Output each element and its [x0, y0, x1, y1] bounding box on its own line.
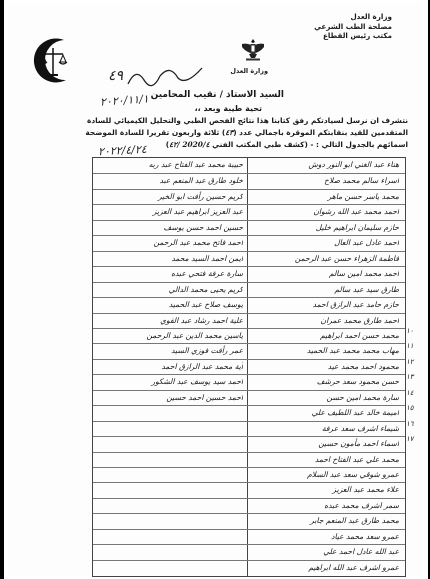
ministry-line-1: وزارة العدل — [350, 12, 392, 21]
margin-number: ١٠ — [406, 327, 414, 335]
signature-scribble-icon — [126, 62, 206, 90]
name-cell-left — [97, 530, 243, 543]
table-row — [93, 282, 405, 296]
handwritten-date-signed: ٢٠٢٢/٤/٢٤ — [97, 142, 148, 159]
handwritten-date-received: ٢٠٢٠/١١/١ — [99, 92, 150, 109]
margin-number: ١٧ — [406, 435, 414, 444]
table-row — [93, 467, 405, 481]
table-row — [93, 374, 405, 388]
table-row — [93, 220, 405, 234]
letter-body-line-1: نتشرف ان نرسل لسيادتكم رفق كتابنا هذا نتائج الفحص الطبي والتحليل الكيميائي للسادة — [87, 116, 408, 125]
ministry-line-2: مصلحة الطب الشرعي — [314, 21, 392, 31]
table-row — [93, 343, 405, 357]
table-row — [93, 204, 405, 218]
table-row — [93, 297, 405, 311]
letter-greeting: تحية طيبة وبعد ،، — [194, 104, 262, 113]
margin-number: ١٥ — [406, 404, 414, 413]
name-cell-right: محمد حسن احمد ابراهيم — [320, 330, 399, 340]
handwritten-reference-number: ٤٩ — [108, 68, 124, 84]
ministry-header — [272, 12, 392, 41]
name-cell-right: احمد محمد امين سالم — [328, 269, 399, 279]
name-cell-right: مهاب محمد محمد عبد الحميد — [306, 346, 399, 356]
name-cell-left — [97, 406, 243, 419]
table-row — [93, 513, 405, 527]
name-cell-left: احمد حسين احمد حسين — [166, 392, 243, 402]
name-cell-right: سمر اشرف محمد عبده — [324, 500, 399, 510]
name-cell-left: ايمن احمد السيد محمد — [171, 253, 243, 263]
letter-body-line-3-c: ) — [165, 140, 170, 149]
name-cell-left: كريم حسين رأفت ابو الخير — [158, 191, 243, 201]
name-cell-left: احمد فاتح محمد عبد الرحمن — [153, 238, 243, 248]
name-cell-right: محمد علي عبد الفتاح احمد — [314, 454, 399, 464]
name-cell-left — [97, 483, 243, 496]
margin-number: ١٦ — [406, 419, 414, 428]
name-cell-left: كريم يحيى محمد الدالي — [168, 284, 243, 294]
name-cell-right: حازم سليمان ابراهيم خليل — [315, 222, 399, 232]
margin-number: ١٤ — [406, 388, 414, 397]
name-cell-right: اسماء احمد مأمون حسين — [318, 439, 399, 449]
table-row — [93, 482, 405, 496]
margin-number: ١٢ — [406, 357, 414, 366]
letter-body-line-3 — [166, 140, 408, 149]
name-cell-left — [97, 468, 243, 481]
eagle-crest — [230, 38, 268, 75]
name-cell-right: محمود احمد محمد عيد — [327, 361, 399, 371]
name-cell-right: محمد طارق عبد المنعم جابر — [310, 516, 399, 526]
table-row — [93, 173, 405, 187]
name-cell-right: طارق سيد عبد سالم — [334, 284, 399, 294]
name-cell-left: حبيبة محمد عبد الفتاح عبد ربه — [148, 160, 243, 169]
table-row — [93, 498, 405, 512]
table-row — [93, 313, 405, 327]
letter-body-line-2-b: ) ثلاثة واربعون تقريرا للسادة الموضحة — [85, 128, 226, 137]
ministry-line-3: مكتب رئيس القطاع — [322, 31, 392, 40]
name-cell-right: عمرو سعد محمد عياد — [331, 531, 399, 541]
justice-seal-icon — [26, 34, 80, 88]
name-cell-right: محمد ياسر حسن ماهر — [327, 191, 399, 201]
scan-border-left — [0, 0, 4, 579]
name-cell-left: علية احمد رشاد عبد القوي — [160, 315, 243, 325]
letter-body-line-2 — [85, 128, 408, 137]
table-row — [93, 390, 405, 404]
margin-number: ١١ — [406, 342, 414, 351]
name-cell-left: عمر رأفت فوزي السيد — [171, 346, 243, 356]
table-row — [93, 529, 405, 543]
name-cell-left: خلود طارق عبد المنعم عبد — [159, 176, 243, 186]
name-cell-left: يوسف صلاح عبد الحميد — [168, 300, 243, 310]
letter-addressee: السيد الاستاذ / نقيب المحامين — [150, 90, 284, 100]
name-cell-left: ياسين محمد الدين عبد الرحمن — [146, 330, 243, 340]
name-cell-left — [97, 514, 243, 527]
table-row — [93, 452, 405, 466]
eagle-crest-icon — [240, 38, 266, 62]
name-cell-left: عبد العزيز ابراهيم عبد العزيز — [152, 207, 243, 217]
name-cell-left — [97, 437, 243, 450]
name-cell-right: احمد محمد عبد الله رشوان — [313, 207, 399, 217]
name-cell-left — [97, 545, 243, 558]
name-cell-right: عمرو شوقي سعد عبد السلام — [307, 470, 399, 479]
table-row — [93, 266, 405, 280]
name-cell-right: شيماء اشرف سعد عرفة — [321, 423, 399, 433]
name-cell-right: عمرو اشرف عبد الله ابراهيم — [308, 562, 399, 572]
name-cell-right: حسن محمود سعد حرشف — [316, 377, 399, 387]
name-cell-left — [97, 561, 243, 574]
letter-body-line-3-a: اسمائهم بالجدول التالي : - (كشف طبي المكتب الفني — [209, 140, 408, 149]
table-row — [93, 328, 405, 342]
table-row — [93, 405, 405, 419]
table-row — [93, 189, 405, 203]
table-row — [93, 560, 405, 574]
name-cell-right: فاطمة الزهراء حسن عبد الرحمن — [294, 253, 399, 263]
table-row — [93, 544, 405, 558]
name-cell-right: هناء عبد الغني ابو النور دوش — [308, 160, 399, 169]
table-row — [93, 158, 405, 171]
report-count: ٤٣ — [225, 128, 234, 137]
name-cell-right: علاء محمد عبد العزيز — [332, 485, 399, 495]
report-batch-ref: 2020/٤ /٤٢ — [169, 140, 210, 149]
name-cell-right: اميمة خالد عبد اللطيف علي — [311, 408, 399, 418]
name-cell-left: آية محمد عبد الرازق احمد — [161, 361, 243, 371]
name-cell-left: حسين احمد حسن يوسف — [163, 222, 243, 232]
name-cell-right: حازم حامد عبد الرازق احمد — [312, 300, 399, 310]
name-cell-right: عبد الله عادل احمد علي — [323, 547, 399, 557]
crest-caption: وزارة العدل — [230, 67, 268, 75]
name-cell-left — [97, 422, 243, 435]
document-page — [8, 4, 422, 576]
margin-number: ١٣ — [406, 373, 414, 382]
table-row — [93, 421, 405, 435]
letter-body-line-2-a: المتقدمين للقيد بنقابتكم الموقرة باجمالي عدد ( — [233, 128, 408, 137]
name-cell-right: سارة محمد امين حسن — [326, 392, 399, 402]
name-cell-left — [97, 453, 243, 466]
table-row — [93, 436, 405, 450]
names-table — [92, 157, 406, 577]
name-cell-left: سارة عرفة فتحي عبده — [171, 269, 243, 279]
name-cell-right: احمد عادل عبد العال — [334, 238, 399, 248]
name-cell-left: احمد سيد يوسف عبد الشكور — [151, 377, 243, 387]
table-row — [93, 235, 405, 249]
table-row — [93, 359, 405, 373]
name-cell-right: احمد طارق محمد عمران — [320, 315, 399, 325]
name-cell-right: اسراء سالم محمد صلاح — [324, 176, 399, 186]
name-cell-left — [97, 499, 243, 512]
table-row — [93, 251, 405, 265]
